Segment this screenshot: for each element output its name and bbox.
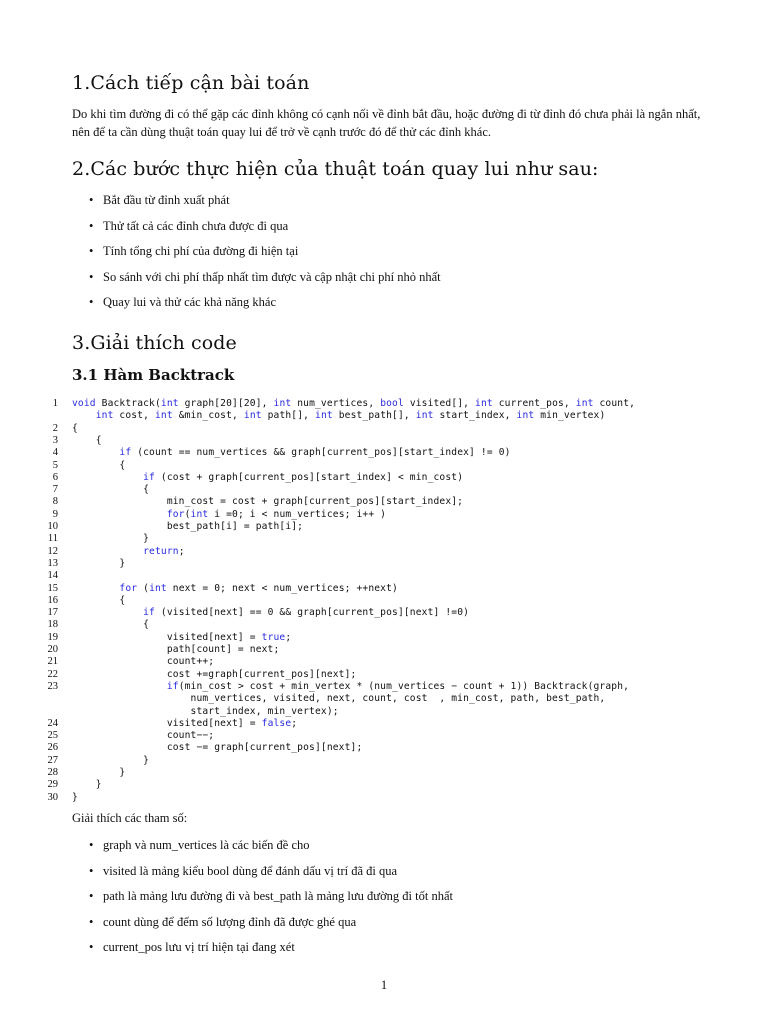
code-keyword: if bbox=[143, 607, 155, 619]
code-keyword: if bbox=[143, 471, 155, 483]
code-line: cost −= graph[current_pos][next]; bbox=[72, 742, 363, 754]
code-keyword: int bbox=[95, 410, 114, 422]
code-line: min_cost = cost + graph[current_pos][start_index]; bbox=[72, 496, 464, 508]
code-line-number: 2 bbox=[52, 422, 58, 434]
code-line-number: 19 bbox=[47, 631, 58, 643]
code-line: if (count == num_vertices && graph[current_pos][start_index] != 0) bbox=[119, 447, 511, 459]
code-line: visited[next] = true; bbox=[72, 631, 292, 643]
list-item-text: So sánh với chi phí thấp nhất tìm được và cập nhật chi phí nhỏ nhất bbox=[103, 269, 441, 284]
code-line-number: 13 bbox=[47, 557, 58, 569]
code-line-number: 3 bbox=[52, 434, 58, 446]
code-keyword: int bbox=[149, 582, 167, 594]
code-line: count−−; bbox=[72, 730, 215, 742]
list-item-text: Quay lui và thử các khả năng khác bbox=[103, 295, 277, 309]
list-item bbox=[72, 217, 441, 243]
code-line: } bbox=[72, 533, 150, 545]
code-line: } bbox=[72, 779, 102, 791]
bullet-icon: • bbox=[89, 863, 94, 878]
list-item-text: Tính tổng chi phí của đường đi hiện tại bbox=[103, 244, 299, 258]
code-line: void Backtrack(int graph[20][20], int num_vertices, bool visited[], int current_pos, int count, bbox=[72, 398, 636, 409]
code-line-number: 1 bbox=[52, 398, 58, 409]
code-line-number: 30 bbox=[47, 791, 58, 803]
code-line-number: 8 bbox=[52, 496, 58, 508]
params-list bbox=[72, 836, 453, 964]
code-line-number: 22 bbox=[47, 668, 58, 680]
code-keyword: int bbox=[243, 410, 262, 422]
code-line-number: 7 bbox=[52, 484, 58, 496]
code-keyword: bool bbox=[380, 398, 404, 409]
code-line: { bbox=[72, 619, 150, 631]
code-line-number: 26 bbox=[47, 742, 58, 754]
list-item bbox=[72, 887, 453, 913]
code-keyword: int bbox=[415, 410, 434, 422]
code-line: { bbox=[72, 422, 78, 434]
code-keyword: int bbox=[516, 410, 535, 422]
code-line: num_vertices, visited, next, count, cost , min_cost, path, best_path, bbox=[72, 693, 606, 705]
page-number: 1 bbox=[380, 978, 388, 992]
bullet-icon: • bbox=[89, 193, 94, 207]
code-line: count++; bbox=[72, 656, 215, 668]
code-keyword: int bbox=[160, 398, 179, 409]
list-item-text: path là mảng lưu đường đi và best_path là mảng lưu đường đi tốt nhất bbox=[103, 889, 453, 903]
subsection-heading: 3.1 Hàm Backtrack bbox=[72, 366, 235, 384]
code-line-number: 23 bbox=[47, 680, 58, 692]
section-3-heading: 3.Giải thích code bbox=[72, 332, 237, 354]
list-item-text: Bắt đầu từ đỉnh xuất phát bbox=[103, 193, 230, 207]
code-keyword: int bbox=[475, 398, 493, 409]
code-line-number: 14 bbox=[47, 570, 58, 582]
code-line-number: 11 bbox=[47, 533, 58, 545]
code-line: start_index, min_vertex); bbox=[72, 705, 339, 717]
code-line: for (int next = 0; next < num_vertices; ++next) bbox=[119, 582, 398, 594]
code-line-number: 28 bbox=[47, 767, 58, 778]
code-line: visited[next] = false; bbox=[72, 717, 298, 729]
bullet-icon: • bbox=[89, 838, 94, 852]
code-line-number: 24 bbox=[47, 717, 58, 729]
bullet-icon: • bbox=[89, 218, 94, 233]
code-keyword: int bbox=[154, 410, 173, 422]
code-line-number: 5 bbox=[52, 459, 58, 471]
code-line-number: 9 bbox=[52, 508, 58, 520]
code-line-number: 25 bbox=[47, 730, 58, 742]
steps-list bbox=[72, 191, 441, 319]
code-line-number: 16 bbox=[47, 594, 58, 606]
code-line: } bbox=[72, 557, 126, 569]
explanation-intro: Giải thích các tham số: bbox=[72, 811, 188, 825]
code-keyword: void bbox=[72, 398, 96, 409]
code-line-number: 20 bbox=[47, 644, 58, 655]
code-line-number: 10 bbox=[47, 521, 58, 532]
code-line-number: 29 bbox=[47, 779, 58, 791]
code-line-number: 15 bbox=[47, 582, 58, 594]
code-line: return; bbox=[143, 545, 185, 557]
bullet-icon: • bbox=[89, 914, 94, 929]
bullet-icon: • bbox=[89, 244, 94, 258]
list-item-text: Thử tất cả các đỉnh chưa được đi qua bbox=[103, 218, 289, 233]
list-item bbox=[72, 191, 441, 217]
code-line: { bbox=[72, 434, 102, 446]
code-line: int cost, int &min_cost, int path[], int best_path[], int start_index, int min_vertex) bbox=[95, 410, 606, 422]
code-keyword: true bbox=[261, 631, 286, 643]
code-line: { bbox=[72, 594, 126, 606]
list-item bbox=[72, 293, 441, 319]
bullet-icon: • bbox=[89, 889, 94, 903]
code-keyword: for bbox=[166, 508, 185, 520]
code-keyword: if bbox=[166, 680, 179, 692]
code-line: best_path[i] = path[i]; bbox=[72, 521, 304, 532]
code-line-number: 18 bbox=[47, 619, 58, 631]
list-item bbox=[72, 913, 453, 939]
list-item bbox=[72, 242, 441, 268]
code-line-number: 4 bbox=[52, 447, 58, 459]
code-keyword: false bbox=[261, 717, 292, 729]
code-keyword: if bbox=[119, 447, 132, 459]
code-line-number: 27 bbox=[47, 754, 58, 766]
section-2-heading: 2.Các bước thực hiện của thuật toán quay lui như sau: bbox=[72, 158, 599, 180]
code-line: } bbox=[72, 754, 150, 766]
section-1-heading: 1.Cách tiếp cận bài toán bbox=[72, 72, 310, 94]
list-item bbox=[72, 862, 453, 888]
code-line-number: 17 bbox=[47, 607, 58, 619]
code-line: if (cost + graph[current_pos][start_index] < min_cost) bbox=[143, 471, 464, 483]
code-keyword: for bbox=[119, 582, 138, 594]
list-item bbox=[72, 268, 441, 294]
code-keyword: int bbox=[315, 410, 333, 422]
code-line: cost +=graph[current_pos][next]; bbox=[72, 668, 357, 680]
section-1-paragraph: Do khi tìm đường đi có thể gặp các đỉnh không có cạnh nối về đỉnh bắt đầu, hoặc đường đi từ đỉnh đó chưa phải là ngắn nhất, nên để ta cần dùng thuật toán quay lui để trở về cạnh trước đó để thử các đỉnh khác. bbox=[72, 107, 701, 139]
bullet-icon: • bbox=[89, 940, 94, 954]
code-line: path[count] = next; bbox=[72, 644, 280, 655]
code-line: { bbox=[72, 459, 126, 471]
list-item-text: count dùng để đếm số lượng đỉnh đã được ghé qua bbox=[103, 914, 357, 929]
code-line-number: 6 bbox=[52, 471, 58, 483]
code-line: if(min_cost > cost + min_vertex * (num_vertices − count + 1)) Backtrack(graph, bbox=[166, 680, 630, 692]
code-line-number: 21 bbox=[47, 656, 58, 668]
list-item-text: current_pos lưu vị trí hiện tại đang xét bbox=[103, 940, 295, 954]
code-line: } bbox=[72, 767, 126, 778]
bullet-icon: • bbox=[89, 269, 94, 284]
code-keyword: int bbox=[575, 398, 594, 409]
bullet-icon: • bbox=[89, 295, 94, 309]
list-item-text: visited là mảng kiểu bool dùng để đánh dấu vị trí đã đi qua bbox=[103, 863, 398, 878]
code-line-number: 12 bbox=[47, 545, 58, 557]
code-keyword: int bbox=[190, 508, 209, 520]
code-line: } bbox=[72, 791, 78, 803]
code-keyword: int bbox=[273, 398, 292, 409]
code-keyword: return bbox=[143, 545, 179, 557]
list-item bbox=[72, 938, 453, 964]
list-item bbox=[72, 836, 453, 862]
code-line: for(int i =0; i < num_vertices; i++ ) bbox=[166, 508, 387, 520]
list-item-text: graph và num_vertices là các biến đề cho bbox=[103, 838, 310, 852]
code-line: { bbox=[72, 484, 150, 496]
code-line: if (visited[next] == 0 && graph[current_pos][next] !=0) bbox=[143, 607, 470, 619]
